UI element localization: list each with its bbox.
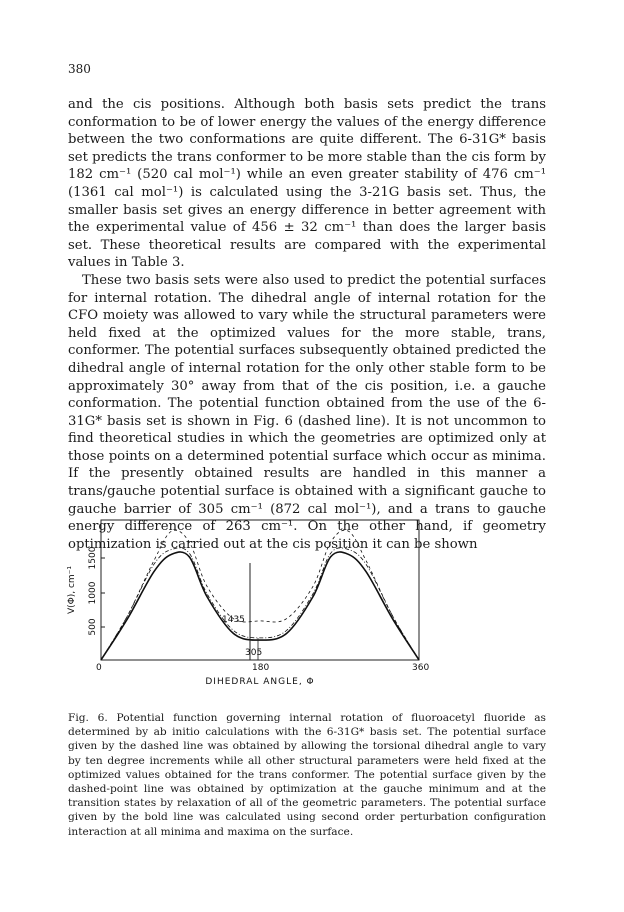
x-axis-label: DIHEDRAL ANGLE, Φ xyxy=(205,677,315,687)
page-number: 380 xyxy=(68,62,91,76)
paragraph-1: and the cis positions. Although both basis sets predict the trans conformation to be of lower energy the values of the energy difference between the two conformations are quite different. The 6-31G* basis set predicts the trans conformer to be more stable than the cis form by 182 cm⁻¹ (520 cal mol⁻¹) while an even greater stability of 476 cm⁻¹ (1361 cal mol⁻¹) is calculated using the 3-21G basis set. Thus, the smaller basis set gives an energy difference in better agreement with the experimental value of 456 ± 32 cm⁻¹ than does the larger basis set. These theoretical results are compared with the experimental values in Table 3. xyxy=(68,97,546,271)
x-tick-label-180: 180 xyxy=(252,663,270,673)
plot-frame xyxy=(101,520,419,660)
body-text xyxy=(68,96,546,553)
y-tick-label-1000: 1000 xyxy=(88,581,98,605)
y-axis-label: V(Φ), cm⁻¹ xyxy=(67,565,77,615)
y-tick-label-1500: 1500 xyxy=(88,546,98,570)
caption-text: Fig. 6. Potential function governing internal rotation of fluoroacetyl fluoride as determined by ab initio calculations with the 6-31G* basis set. The potential surface given by the dashed line was obtained by allowing the torsional dihedral angle to vary by ten degree increments while all other structural parameters were held fixed at the optimized values obtained for the trans conformer. The potential surface given by the dashed-point line was obtained by optimization at the gauche minimum and at the transition states by relaxation of all of the geometric parameters. The potential surface given by the bold line was calculated using second order perturbation configuration interaction at all minima and maxima on the surface. xyxy=(68,712,546,838)
x-tick-label-360: 360 xyxy=(412,663,430,673)
annotation-1435: 1435 xyxy=(222,615,245,625)
series-line-dash-dot xyxy=(101,548,419,660)
x-tick-label-0: 0 xyxy=(96,663,102,673)
annotation-305: 305 xyxy=(245,648,263,658)
paragraph-2: These two basis sets were also used to predict the potential surfaces for internal rotation. The dihedral angle of internal rotation for the CFO moiety was allowed to vary while the structural parameters were held fixed at the optimized values for the more stable, trans, conformer. The potential surfaces subsequently obtained predicted the dihedral angle of internal rotation for the only other stable form to be approximately 30° away from that of the cis position, i.e. a gauche conformation. The potential function obtained from the use of the 6-31G* basis set is shown in Fig. 6 (dashed line). It is not uncommon to find theoretical studies in which the geometries are optimized only at those points on a determined potential surface which occur as minima. If the presently obtained results are handled in this manner a trans/gauche potential surface is obtained with a significant gauche to gauche barrier of 305 cm⁻¹ (872 cal mol⁻¹), and a trans to gauche energy difference of 263 cm⁻¹. On the other hand, if geometry optimization is carried out at the cis position it can be shown xyxy=(68,272,546,552)
figure-6 xyxy=(40,518,600,693)
series-layer xyxy=(101,530,419,660)
figure-caption xyxy=(68,711,546,839)
series-line-bold xyxy=(101,552,419,660)
potential-function-chart xyxy=(40,518,600,693)
y-tick-label-500: 500 xyxy=(88,618,98,636)
